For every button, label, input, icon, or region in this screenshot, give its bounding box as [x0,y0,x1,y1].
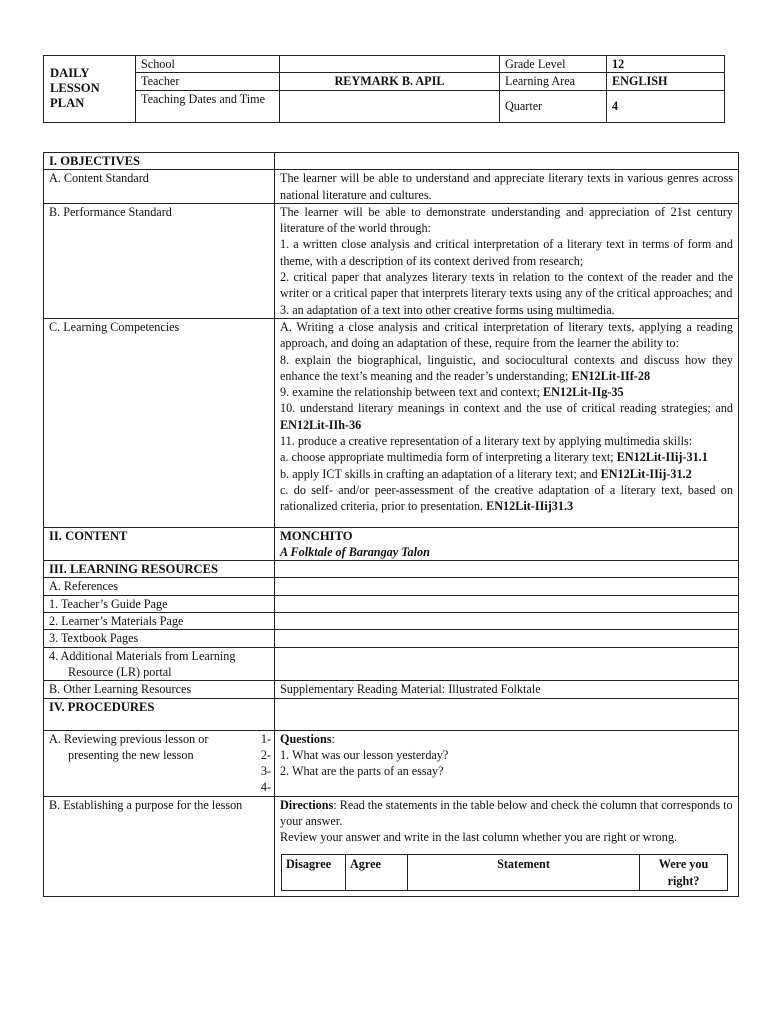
learners-materials-value [275,613,739,630]
performance-intro: The learner will be able to demonstrate understanding and appreciation of 21st century literature of the world through: [280,204,733,236]
procedures-blank [275,698,739,730]
were-you-right-header: Were you right? [640,855,728,891]
procedure-b-content [275,796,739,896]
teaching-dates-value [280,90,500,122]
grade-level-value: 12 [607,56,725,73]
competency-11a [280,449,733,465]
competency-11a-text: a. choose appropriate multimedia form of interpreting a literary text; [280,450,614,465]
disagree-header: Disagree [282,855,346,891]
teachers-guide-value [275,595,739,612]
procedure-a-cell [44,730,275,796]
directions-label: Directions [280,797,334,812]
learning-area-label: Learning Area [500,73,607,90]
additional-materials-label: 4. Additional Materials from Learning Resource (LR) portal [44,647,275,681]
competency-10-code: EN12Lit-IIh-36 [280,417,362,432]
competency-9-code: EN12Lit-IIg-35 [542,385,624,400]
procedures-heading: IV. PROCEDURES [44,698,275,730]
competency-8 [280,352,733,385]
statement-table [281,854,728,891]
competency-11c-code: EN12Lit-IIij31.3 [486,499,574,514]
procedure-number-4: 4- [260,780,271,795]
questions-label: Questions [280,731,332,746]
teaching-dates-label: Teaching Dates and Time [136,90,280,122]
content-standard-label: A. Content Standard [44,170,275,204]
review-instruction: Review your answer and write in the last column whether you are right or wrong. [280,830,677,845]
competency-10-text: 10. understand literary meanings in context and the use of critical reading strategies; and [280,401,733,416]
content-standard-text: The learner will be able to understand and appreciate literary texts in various genres across national literature and cultures. [275,170,739,204]
procedure-number-3: 3- [260,764,271,779]
procedure-a-label: A. Reviewing previous lesson or presenting the new lesson [49,731,209,762]
learning-resources-heading: III. LEARNING RESOURCES [44,561,275,578]
textbook-pages-label: 3. Textbook Pages [44,630,275,647]
content-heading: II. CONTENT [44,527,275,561]
learning-competencies-label: C. Learning Competencies [44,318,275,527]
header-table [43,55,725,123]
learning-resources-blank [275,561,739,578]
procedure-a-content [275,730,739,796]
directions-text: : Read the statements in the table below and check the column that corresponds to your answer. [280,797,733,828]
additional-materials-value [275,647,739,681]
content-value [275,527,739,561]
lesson-plan-table [43,152,739,897]
references-value [275,578,739,595]
performance-standard-text [275,203,739,318]
quarter-label: Quarter [500,90,607,122]
teacher-label: Teacher [136,73,280,90]
other-resources-value: Supplementary Reading Material: Illustrated Folktale [275,681,739,698]
statement-header: Statement [408,855,640,891]
performance-item-3: 3. an adaptation of a text into other creative forms using multimedia. [280,302,615,317]
competency-11b [280,466,733,482]
learners-materials-label: 2. Learner’s Materials Page [44,613,275,630]
competency-11c-text: c. do self- and/or peer-assessment of the creative adaptation of a literary text, based on rationalized criteria, prior to presentation. [280,482,733,514]
school-label: School [136,56,280,73]
question-1: 1. What was our lesson yesterday? [280,747,449,762]
competency-9 [280,384,733,400]
competency-9-text: 9. examine the relationship between text and context; [280,385,540,400]
objectives-heading-blank [275,153,739,170]
competency-11b-code: EN12Lit-IIij-31.2 [600,466,692,481]
performance-item-1: 1. a written close analysis and critical interpretation of a literary text in terms of form and theme, with a description of its context derived from research; [280,237,733,268]
teacher-value: REYMARK B. APIL [280,73,500,90]
references-label: A. References [44,578,275,595]
competency-11a-code: EN12Lit-IIij-31.1 [616,450,708,465]
agree-header: Agree [346,855,408,891]
grade-level-label: Grade Level [500,56,607,73]
procedure-b-label: B. Establishing a purpose for the lesson [44,796,275,896]
performance-item-2: 2. critical paper that analyzes literary texts in relation to the context of the reader and the writer or a critical paper that interprets literary texts using any of the critical approaches; and [280,270,733,301]
competency-8-text: 8. explain the biographical, linguistic, and sociocultural contexts and discuss how they enhance the text’s meaning and the reader’s understanding; [280,352,733,383]
content-subtitle: A Folktale of Barangay Talon [280,544,430,559]
other-resources-label: B. Other Learning Resources [44,681,275,698]
textbook-pages-value [275,630,739,647]
competency-11: 11. produce a creative representation of a literary text by applying multimedia skills: [280,434,693,449]
questions-heading: Questions: [280,731,335,746]
content-title: MONCHITO [280,528,353,543]
procedure-number-1: 1- [260,731,271,746]
competency-11b-text: b. apply ICT skills in crafting an adaptation of a literary text; and [280,466,598,481]
competency-10 [280,400,733,433]
procedure-number-2: 2- [260,747,271,762]
statement-table-header [282,855,728,891]
objectives-heading: I. OBJECTIVES [44,153,275,170]
question-2: 2. What are the parts of an essay? [280,764,444,779]
teachers-guide-label: 1. Teacher’s Guide Page [44,595,275,612]
procedure-a-numbers [261,731,271,796]
quarter-value: 4 [607,90,725,122]
learning-area-value: ENGLISH [607,73,725,90]
daily-lesson-plan-title: DAILY LESSON PLAN [44,56,136,123]
learning-competencies-text [275,318,739,527]
competency-11c [280,482,733,515]
competency-intro: A. Writing a close analysis and critical interpretation of literary texts, applying a reading approach, and doing an adaptation of these, require from the learner the ability to: [280,319,733,351]
performance-standard-label: B. Performance Standard [44,203,275,318]
competency-8-code: EN12Lit-IIf-28 [571,368,651,383]
school-value [280,56,500,73]
directions [280,797,733,830]
